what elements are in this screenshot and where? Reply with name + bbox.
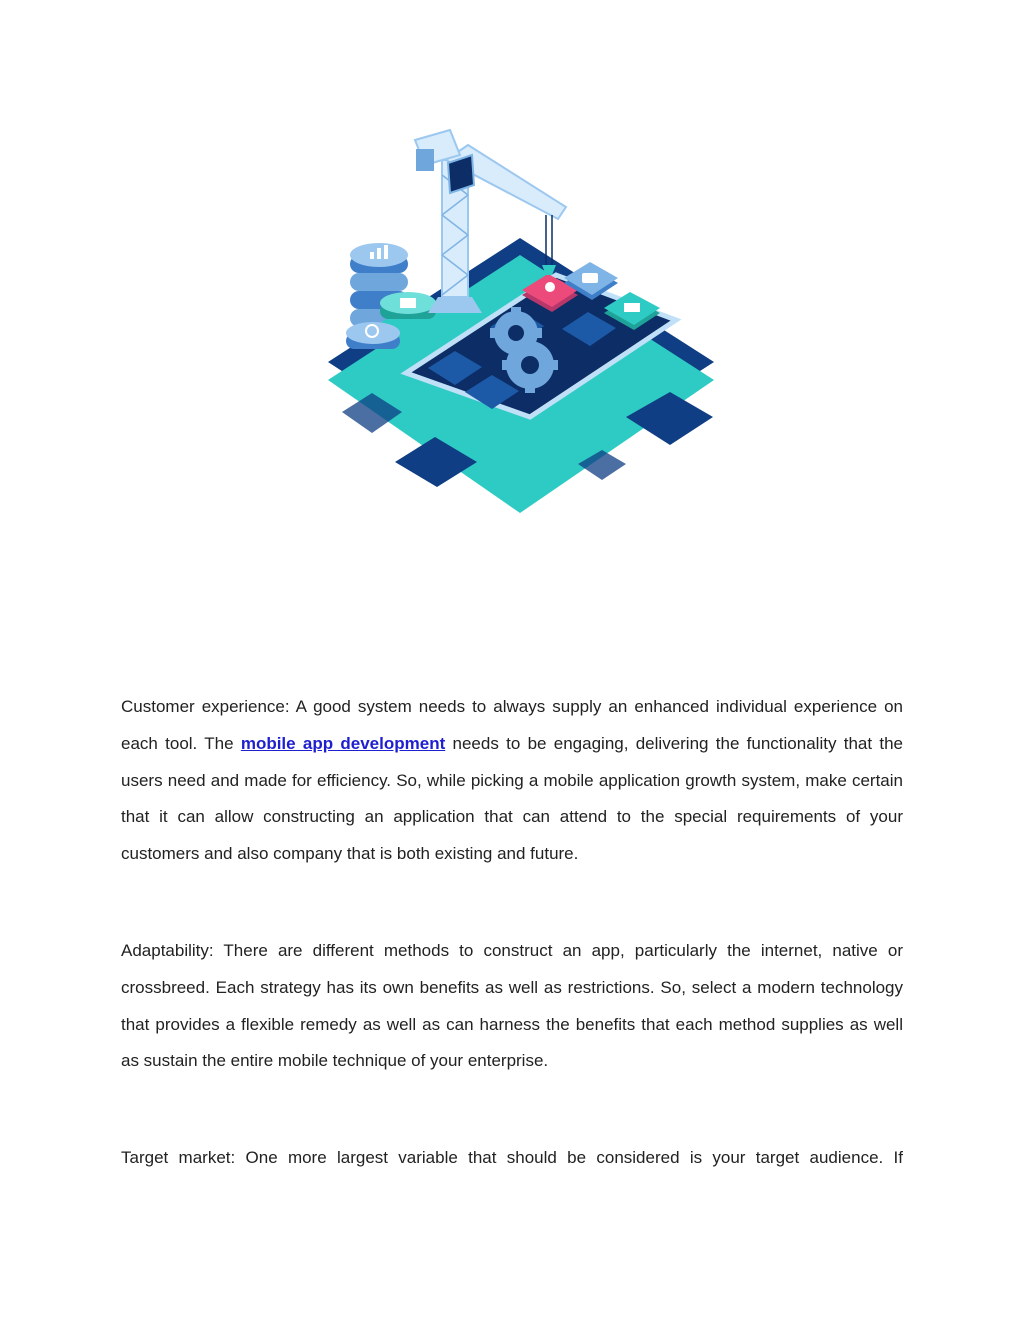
paragraph-adaptability: Adaptability: There are different methods to construct an app, particularly the internet, native or crossbreed. Each strategy has its own benefits as well as restrictions. So, select a modern technology that provides a flexible remedy as well as can harness the benefits that each method supplies as well as sustain the entire mobile technique of your enterprise. bbox=[121, 941, 903, 1071]
customer-text-after: needs to be engaging, delivering the functionality that the users need and made for efficiency. So, while picking a mobile application growth system, make certain that it can allow constructing an application that can attend to the special requirements of your customers and also company that is both existing and future. bbox=[121, 733, 903, 864]
app-development-illustration bbox=[320, 115, 720, 520]
mobile-app-development-link[interactable]: mobile app development bbox=[240, 733, 446, 753]
paragraph-target-market: Target market: One more largest variable that should be considered is your target audience. If bbox=[121, 1148, 903, 1167]
customer-text-before: Customer experience: A good system needs to always supply an enhanced individual experience on each tool. The bbox=[121, 697, 903, 753]
paragraph-customer-experience bbox=[121, 689, 903, 873]
search-stack-icon bbox=[346, 322, 400, 349]
